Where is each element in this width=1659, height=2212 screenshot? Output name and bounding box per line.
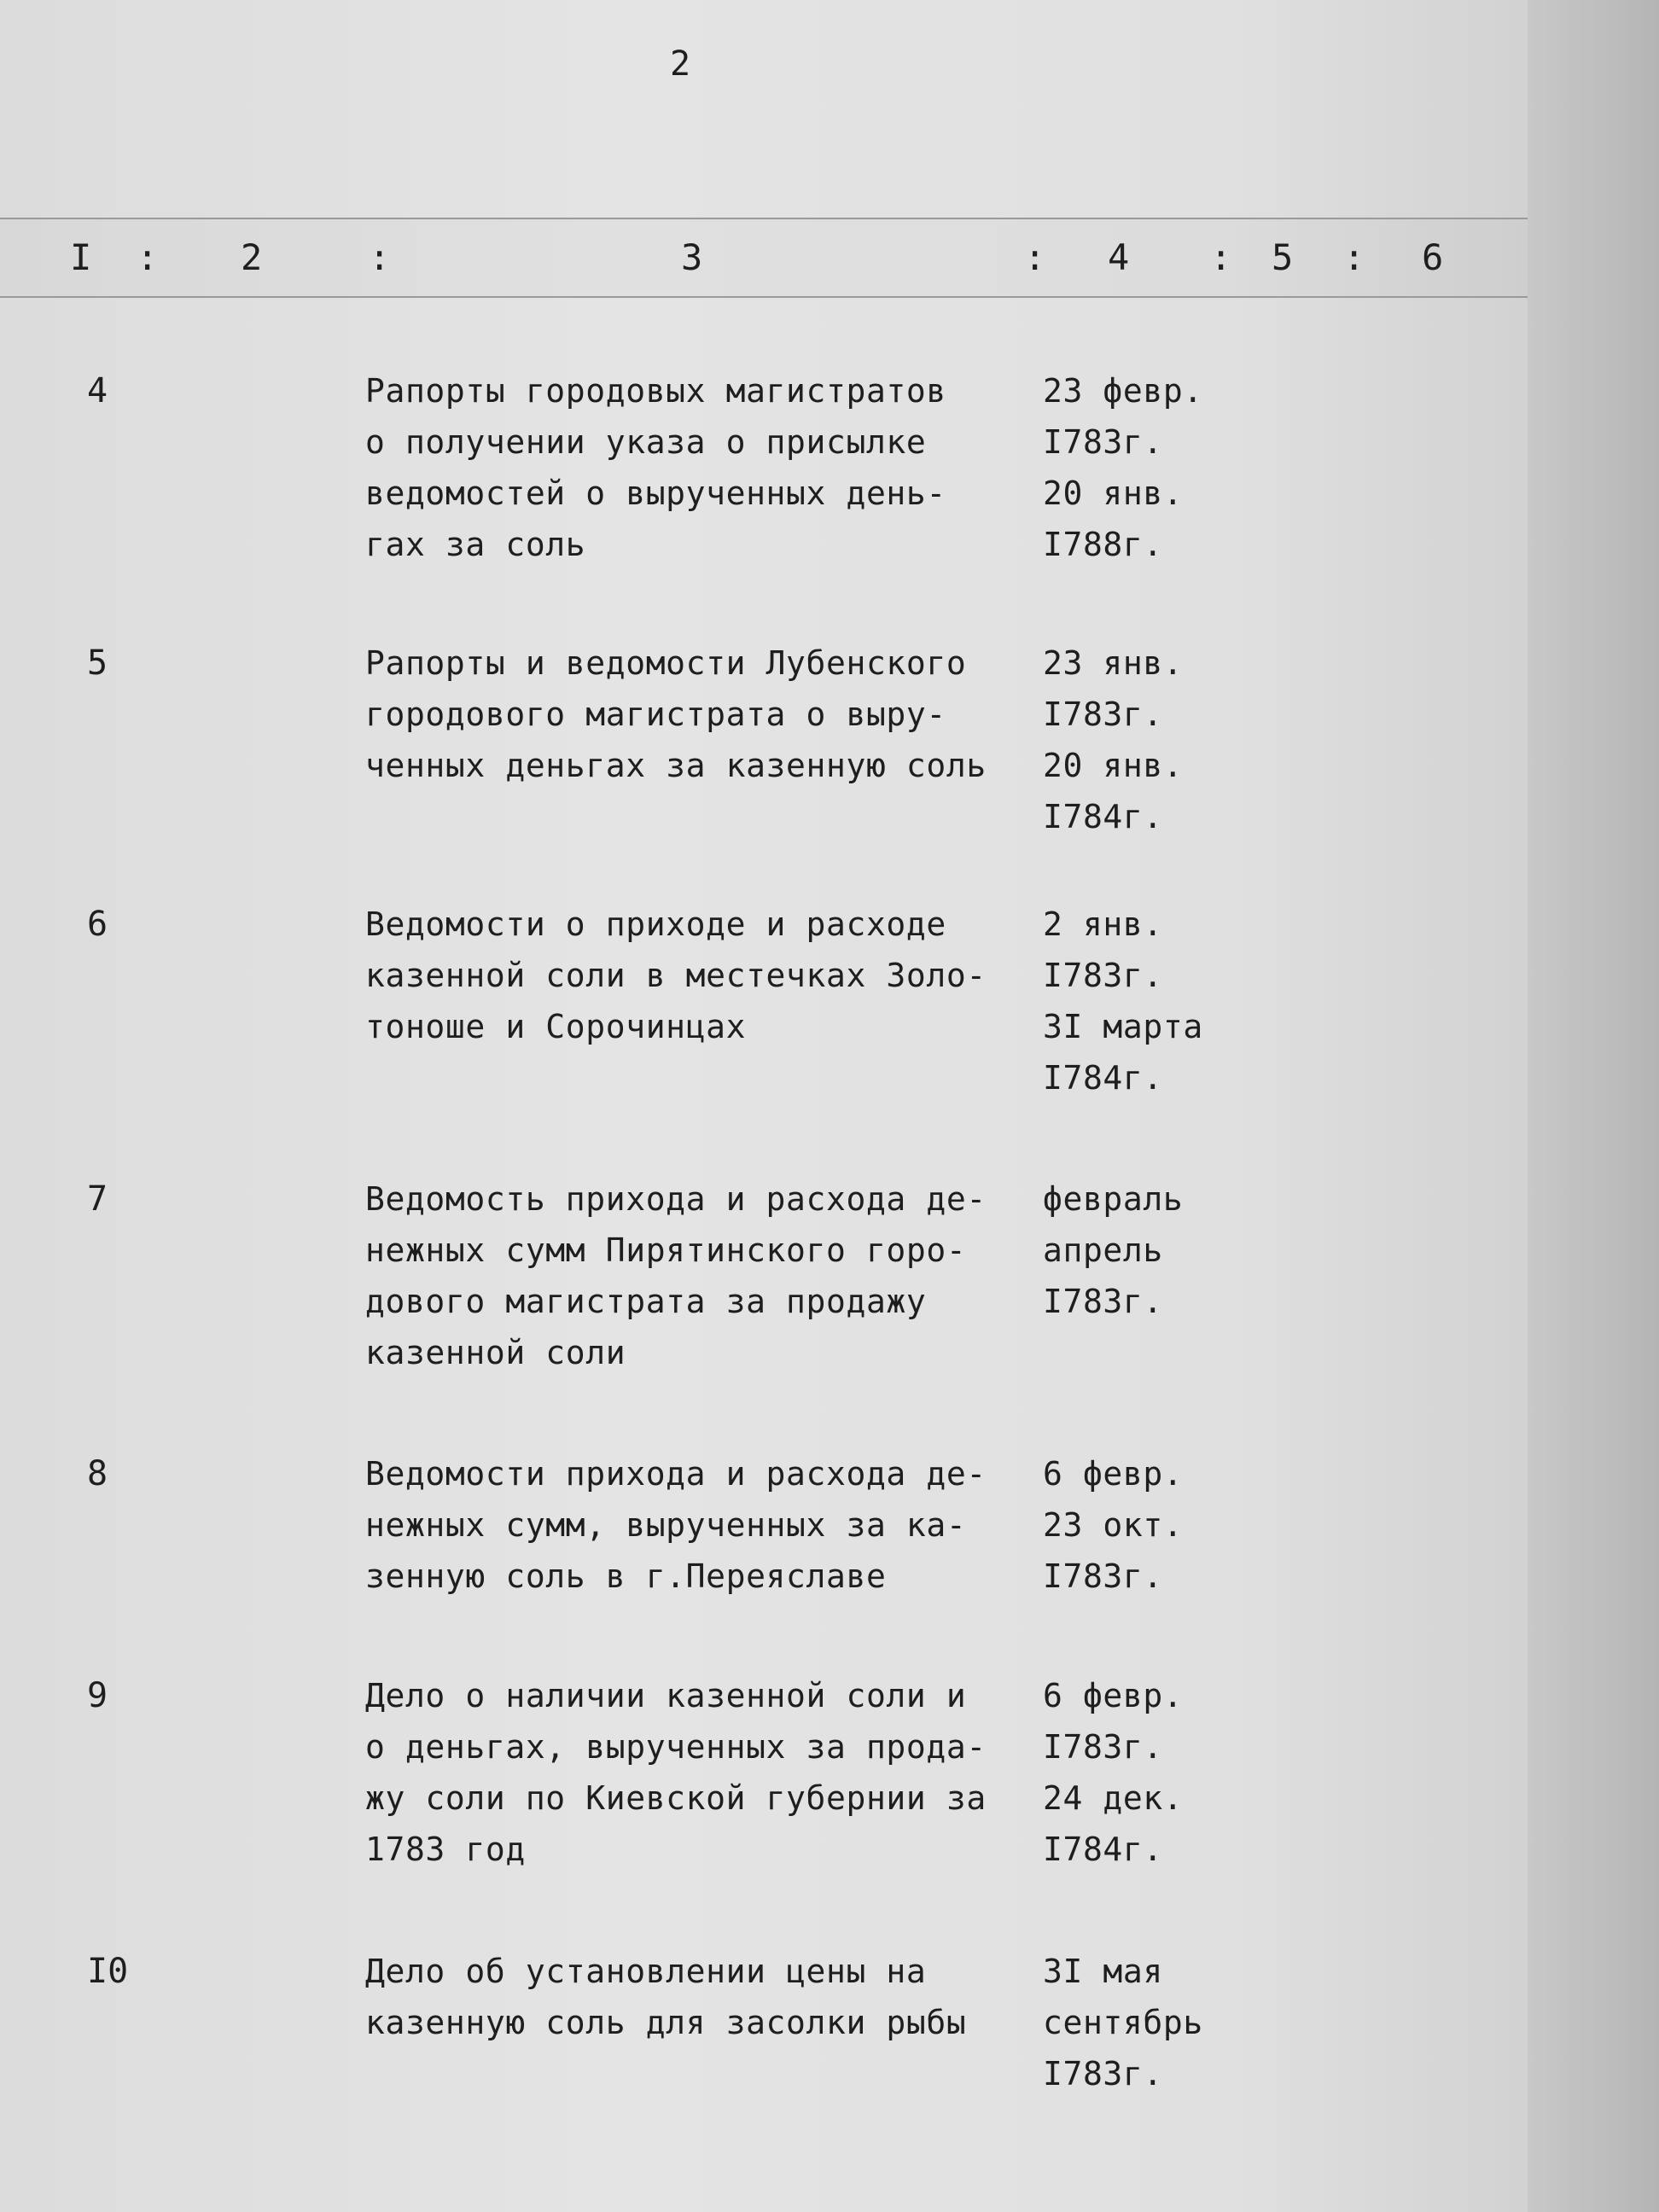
date-line: I783г. [1043,423,1163,461]
row-title [365,365,1039,570]
column-header-6: 6 [1422,236,1444,278]
title-line: о получении указа о присылке [365,423,927,461]
date-line: I783г. [1043,957,1163,994]
column-header-1: I [70,236,92,278]
row-dates [1043,1448,1256,1602]
row-number: 4 [87,371,108,410]
date-line: 3I мая [1043,1953,1163,1990]
row-dates [1043,899,1256,1103]
row-title [365,899,1039,1052]
title-line: зенную соль в г.Переяславе [365,1557,887,1595]
date-line: 6 февр. [1043,1455,1184,1493]
date-line: I783г. [1043,1283,1163,1320]
row-number: 9 [87,1676,108,1715]
title-line: Дело о наличии казенной соли и [365,1677,967,1714]
column-separator: : [369,236,391,278]
row-dates [1043,1946,1256,2099]
title-line: жу соли по Киевской губернии за [365,1779,987,1817]
row-title [365,1448,1039,1602]
title-line: Рапорты и ведомости Лубенского [365,644,967,682]
title-line: Ведомости о приходе и расходе [365,905,946,943]
title-line: дового магистрата за продажу [365,1283,927,1320]
date-line: сентябрь [1043,2004,1203,2041]
row-dates [1043,1670,1256,1875]
date-line: I784г. [1043,798,1163,835]
date-line: I788г. [1043,526,1163,563]
column-separator: : [1024,236,1046,278]
date-line: 20 янв. [1043,747,1184,784]
row-title [365,1670,1039,1875]
row-number: 6 [87,905,108,944]
row-number: 7 [87,1179,108,1219]
column-separator: : [1343,236,1365,278]
column-header-3: 3 [681,236,703,278]
date-line: 23 февр. [1043,372,1203,410]
title-line: Ведомость прихода и расхода де- [365,1180,987,1218]
date-line: 3I марта [1043,1008,1203,1045]
date-line: 2 янв. [1043,905,1163,943]
title-line: казенной соли [365,1334,626,1371]
column-separator: : [1210,236,1232,278]
column-header-band [0,218,1528,298]
column-header-5: 5 [1272,236,1294,278]
title-line: ведомостей о вырученных день- [365,474,946,512]
row-dates [1043,637,1256,842]
page-number: 2 [670,44,693,84]
title-line: казенной соли в местечках Золо- [365,957,987,994]
date-line: 23 янв. [1043,644,1184,682]
date-line: апрель [1043,1231,1163,1269]
date-line: I783г. [1043,1557,1163,1595]
title-line: о деньгах, вырученных за прода- [365,1728,987,1766]
title-line: Дело об установлении цены на [365,1953,927,1990]
title-line: 1783 год [365,1831,526,1868]
date-line: февраль [1043,1180,1184,1218]
scan-background [1528,0,1659,2212]
column-header-2: 2 [241,236,263,278]
column-separator: : [137,236,159,278]
date-line: 23 окт. [1043,1506,1184,1544]
title-line: тоноше и Сорочинцах [365,1008,747,1045]
row-number: 8 [87,1454,108,1493]
row-number: I0 [87,1952,129,1991]
date-line: I784г. [1043,1059,1163,1097]
row-number: 5 [87,643,108,683]
row-title [365,1173,1039,1378]
date-line: 6 февр. [1043,1677,1184,1714]
date-line: 24 дек. [1043,1779,1184,1817]
column-header-4: 4 [1108,236,1130,278]
date-line: I784г. [1043,1831,1163,1868]
row-dates [1043,1173,1256,1327]
title-line: гах за соль [365,526,586,563]
row-dates [1043,365,1256,570]
date-line: I783г. [1043,696,1163,733]
title-line: нежных сумм Пирятинского горо- [365,1231,967,1269]
title-line: Рапорты городовых магистратов [365,372,946,410]
date-line: I783г. [1043,1728,1163,1766]
row-title [365,1946,1039,2048]
title-line: казенную соль для засолки рыбы [365,2004,967,2041]
date-line: 20 янв. [1043,474,1184,512]
title-line: нежных сумм, вырученных за ка- [365,1506,967,1544]
title-line: городового магистрата о выру- [365,696,946,733]
date-line: I783г. [1043,2055,1163,2093]
title-line: Ведомости прихода и расхода де- [365,1455,987,1493]
row-title [365,637,1039,791]
title-line: ченных деньгах за казенную соль [365,747,987,784]
